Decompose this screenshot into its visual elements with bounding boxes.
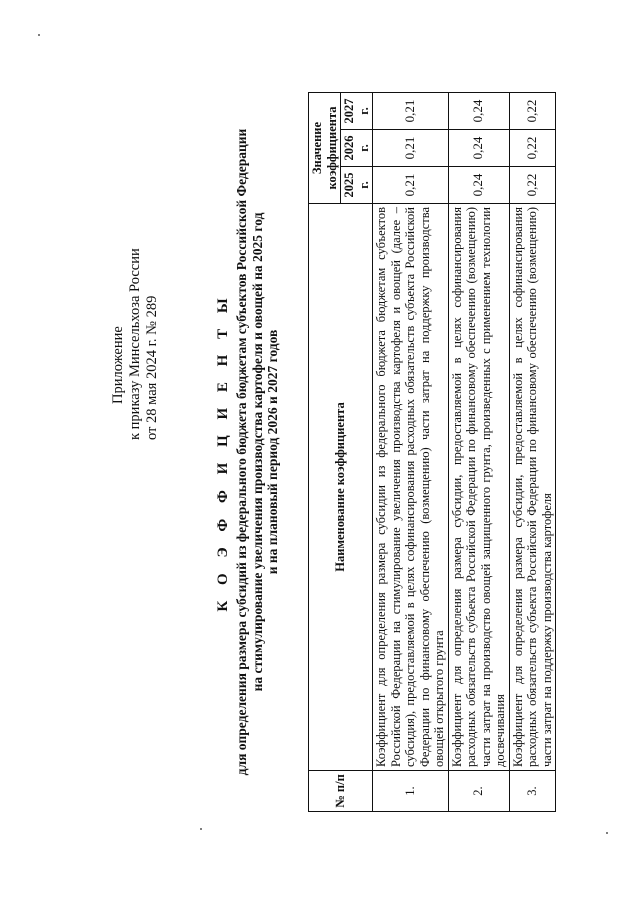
- row-name: Коэффициент для определения размера субсидии, предоставляемой в целях софинансирования расходных обязательств субъекта Российской Федерации по финансовому обеспечению (возмещению) части затрат на поддержку производства картофеля: [509, 204, 556, 771]
- order-reference: к приказу Минсельхоза России: [127, 248, 143, 440]
- title-line-1: для определения размера субсидий из федерального бюджета бюджетам субъектов Российской Федерации: [234, 128, 249, 776]
- row-name: Коэффициент для определения размера субсидии, предоставляемой в целях софинансирования расходных обязательств субъекта Российской Федерации по финансовому обеспечению (возмещению) части затрат на производство овощей защищенного грунта, произведенных с применением технологии досвечивания: [448, 204, 509, 771]
- scan-speck: [606, 832, 608, 834]
- header-num: № п/п: [309, 771, 373, 812]
- row-number: 2.: [448, 771, 509, 812]
- header-name: Наименование коэффициента: [309, 204, 373, 771]
- table-row: [448, 93, 509, 812]
- title-line-2: на стимулирование увеличения производства картофеля и овощей на 2025 год: [249, 212, 265, 692]
- header-year-2027: 2027 г.: [341, 93, 373, 130]
- scan-speck: [38, 34, 40, 36]
- value-2025: 0,22: [509, 167, 556, 204]
- header-year-2026: 2026 г.: [341, 130, 373, 167]
- table-header-row: [309, 93, 341, 812]
- appendix-label: Приложение: [110, 326, 126, 404]
- appendix-header: [110, 220, 161, 440]
- header-year-2025: 2025 г.: [341, 167, 373, 204]
- value-2025: 0,24: [448, 167, 509, 204]
- row-number: 1.: [373, 771, 449, 812]
- table-row: [509, 93, 556, 812]
- table-row: [373, 93, 449, 812]
- value-2026: 0,21: [373, 130, 449, 167]
- row-number: 3.: [509, 771, 556, 812]
- rotated-page-content: [40, 52, 600, 852]
- value-2027: 0,22: [509, 93, 556, 130]
- value-2026: 0,22: [509, 130, 556, 167]
- value-2027: 0,21: [373, 93, 449, 130]
- title-line-3: и на плановый период 2026 и 2027 годов: [265, 329, 280, 575]
- coefficients-table: [308, 92, 556, 812]
- row-name: Коэффициент для определения размера субсидии из федерального бюджета бюджетам субъектов Российской Федерации на стимулирование увеличения производства картофеля и овощей (далее – субсидия), предоставляемой в целях софинансирования расходных обязательств субъекта Российской Федерации по финансовому обеспечению (возмещению) части затрат на поддержку производства овощей открытого грунта: [373, 204, 449, 771]
- order-date-number: от 28 мая 2024 г. № 289: [144, 295, 160, 440]
- value-2025: 0,21: [373, 167, 449, 204]
- value-2026: 0,24: [448, 130, 509, 167]
- title-main: К О Э Ф Ф И Ц И Е Н Т Ы: [215, 292, 231, 612]
- document-title: [215, 92, 281, 812]
- value-2027: 0,24: [448, 93, 509, 130]
- header-values-group: Значение коэффициента: [309, 93, 341, 204]
